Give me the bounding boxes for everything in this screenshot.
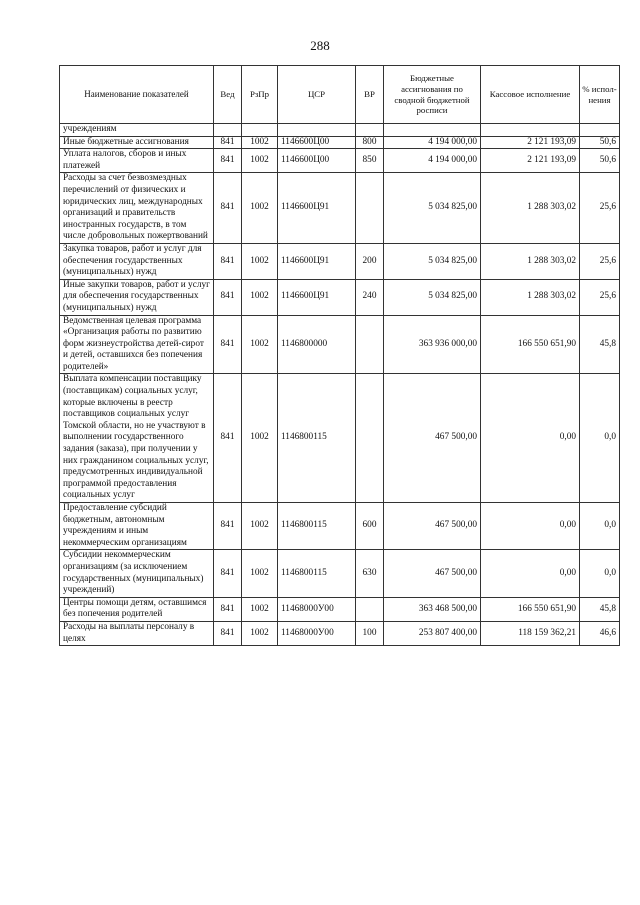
row-rzpr: 1002 bbox=[242, 279, 278, 315]
row-budget: 253 807 400,00 bbox=[384, 621, 481, 645]
row-csr: 1146600Ц91 bbox=[278, 243, 356, 279]
row-budget: 467 500,00 bbox=[384, 550, 481, 597]
row-pct: 25,6 bbox=[580, 173, 620, 244]
row-ved: 841 bbox=[214, 374, 242, 503]
row-pct: 0,0 bbox=[580, 374, 620, 503]
header-kassa: Кассовое исполнение bbox=[481, 66, 580, 124]
row-rzpr: 1002 bbox=[242, 621, 278, 645]
row-budget: 363 936 000,00 bbox=[384, 315, 481, 374]
row-rzpr: 1002 bbox=[242, 136, 278, 149]
row-budget: 5 034 825,00 bbox=[384, 279, 481, 315]
row-ved: 841 bbox=[214, 550, 242, 597]
row-ved: 841 bbox=[214, 597, 242, 621]
row-name: Расходы за счет безвозмездных перечислений от физических и юридических лиц, международных организаций и правительств иностранных государств, в том числе добровольных пожертвований bbox=[60, 173, 214, 244]
row-pct: 45,8 bbox=[580, 315, 620, 374]
row-name: Уплата налогов, сборов и иных платежей bbox=[60, 149, 214, 173]
table-row bbox=[60, 621, 620, 645]
row-vr: 850 bbox=[356, 149, 384, 173]
row-vr bbox=[356, 315, 384, 374]
row-name: Расходы на выплаты персоналу в целях bbox=[60, 621, 214, 645]
row-pct: 0,0 bbox=[580, 503, 620, 550]
row-ved: 841 bbox=[214, 243, 242, 279]
row-kassa bbox=[481, 124, 580, 137]
row-csr: 1146800115 bbox=[278, 503, 356, 550]
header-name: Наименование показателей bbox=[60, 66, 214, 124]
row-rzpr: 1002 bbox=[242, 503, 278, 550]
table-row bbox=[60, 173, 620, 244]
row-budget: 5 034 825,00 bbox=[384, 243, 481, 279]
row-name: Ведомственная целевая программа «Организация работы по развитию форм жизнеустройства детей-сирот и детей, оставшихся без попечения родителей» bbox=[60, 315, 214, 374]
row-pct: 46,6 bbox=[580, 621, 620, 645]
row-ved: 841 bbox=[214, 503, 242, 550]
row-budget bbox=[384, 124, 481, 137]
table-row bbox=[60, 124, 620, 137]
header-rzpr: РзПр bbox=[242, 66, 278, 124]
row-name: Предоставление субсидий бюджетным, автономным учреждениям и иным некоммерческим организациям bbox=[60, 503, 214, 550]
row-rzpr bbox=[242, 124, 278, 137]
row-vr bbox=[356, 173, 384, 244]
row-budget: 5 034 825,00 bbox=[384, 173, 481, 244]
table-row bbox=[60, 550, 620, 597]
row-csr: 1146800000 bbox=[278, 315, 356, 374]
row-pct: 25,6 bbox=[580, 243, 620, 279]
row-kassa: 1 288 303,02 bbox=[481, 243, 580, 279]
row-csr: 1146600Ц00 bbox=[278, 136, 356, 149]
row-rzpr: 1002 bbox=[242, 173, 278, 244]
row-name: учреждениям bbox=[60, 124, 214, 137]
row-rzpr: 1002 bbox=[242, 550, 278, 597]
row-rzpr: 1002 bbox=[242, 315, 278, 374]
row-name: Субсидии некоммерческим организациям (за исключением государственных (муниципальных) учреждений) bbox=[60, 550, 214, 597]
row-name: Центры помощи детям, оставшимся без попечения родителей bbox=[60, 597, 214, 621]
row-kassa: 0,00 bbox=[481, 503, 580, 550]
row-csr: 1146600Ц91 bbox=[278, 279, 356, 315]
row-kassa: 1 288 303,02 bbox=[481, 279, 580, 315]
table-header-row bbox=[60, 66, 620, 124]
row-rzpr: 1002 bbox=[242, 243, 278, 279]
row-csr: 1146800115 bbox=[278, 550, 356, 597]
row-kassa: 166 550 651,90 bbox=[481, 315, 580, 374]
row-budget: 363 468 500,00 bbox=[384, 597, 481, 621]
row-vr: 600 bbox=[356, 503, 384, 550]
row-ved: 841 bbox=[214, 621, 242, 645]
row-kassa: 1 288 303,02 bbox=[481, 173, 580, 244]
row-kassa: 0,00 bbox=[481, 550, 580, 597]
row-kassa: 118 159 362,21 bbox=[481, 621, 580, 645]
row-ved: 841 bbox=[214, 315, 242, 374]
row-kassa: 0,00 bbox=[481, 374, 580, 503]
row-name: Выплата компенсации поставщику (поставщикам) социальных услуг, которые включены в реестр поставщиков социальных услуг Томской области, но не участвуют в выполнении государственного задания (заказа), при получении у них гражданином социальных услуг, предусмотренных индивидуальной программой предоставления социальных услуг bbox=[60, 374, 214, 503]
row-ved: 841 bbox=[214, 173, 242, 244]
header-pct: % испол-нения bbox=[580, 66, 620, 124]
table-row bbox=[60, 136, 620, 149]
row-rzpr: 1002 bbox=[242, 374, 278, 503]
row-vr bbox=[356, 124, 384, 137]
table-row bbox=[60, 279, 620, 315]
row-rzpr: 1002 bbox=[242, 149, 278, 173]
row-name: Закупка товаров, работ и услуг для обеспечения государственных (муниципальных) нужд bbox=[60, 243, 214, 279]
table-row bbox=[60, 503, 620, 550]
row-kassa: 2 121 193,09 bbox=[481, 149, 580, 173]
row-pct: 50,6 bbox=[580, 136, 620, 149]
row-pct: 0,0 bbox=[580, 550, 620, 597]
row-vr: 100 bbox=[356, 621, 384, 645]
row-budget: 467 500,00 bbox=[384, 503, 481, 550]
page-number: 288 bbox=[310, 38, 330, 53]
row-ved bbox=[214, 124, 242, 137]
row-csr: 11468000У00 bbox=[278, 621, 356, 645]
row-csr bbox=[278, 124, 356, 137]
table-row bbox=[60, 597, 620, 621]
header-budget: Бюджетные ассигнования по сводной бюджетной росписи bbox=[384, 66, 481, 124]
row-pct: 50,6 bbox=[580, 149, 620, 173]
row-pct bbox=[580, 124, 620, 137]
header-vr: ВР bbox=[356, 66, 384, 124]
row-vr bbox=[356, 597, 384, 621]
row-csr: 1146600Ц91 bbox=[278, 173, 356, 244]
row-vr: 630 bbox=[356, 550, 384, 597]
row-ved: 841 bbox=[214, 136, 242, 149]
row-csr: 1146800115 bbox=[278, 374, 356, 503]
row-budget: 467 500,00 bbox=[384, 374, 481, 503]
row-vr: 800 bbox=[356, 136, 384, 149]
row-vr: 240 bbox=[356, 279, 384, 315]
table-row bbox=[60, 243, 620, 279]
row-kassa: 2 121 193,09 bbox=[481, 136, 580, 149]
table-row bbox=[60, 374, 620, 503]
row-budget: 4 194 000,00 bbox=[384, 136, 481, 149]
table-row bbox=[60, 315, 620, 374]
row-ved: 841 bbox=[214, 279, 242, 315]
table-row bbox=[60, 149, 620, 173]
row-ved: 841 bbox=[214, 149, 242, 173]
row-pct: 25,6 bbox=[580, 279, 620, 315]
row-csr: 11468000У00 bbox=[278, 597, 356, 621]
header-csr: ЦСР bbox=[278, 66, 356, 124]
budget-execution-table bbox=[59, 65, 620, 646]
row-name: Иные бюджетные ассигнования bbox=[60, 136, 214, 149]
row-vr: 200 bbox=[356, 243, 384, 279]
row-budget: 4 194 000,00 bbox=[384, 149, 481, 173]
row-pct: 45,8 bbox=[580, 597, 620, 621]
row-rzpr: 1002 bbox=[242, 597, 278, 621]
header-ved: Вед bbox=[214, 66, 242, 124]
row-kassa: 166 550 651,90 bbox=[481, 597, 580, 621]
row-vr bbox=[356, 374, 384, 503]
row-csr: 1146600Ц00 bbox=[278, 149, 356, 173]
row-name: Иные закупки товаров, работ и услуг для обеспечения государственных (муниципальных) нужд bbox=[60, 279, 214, 315]
